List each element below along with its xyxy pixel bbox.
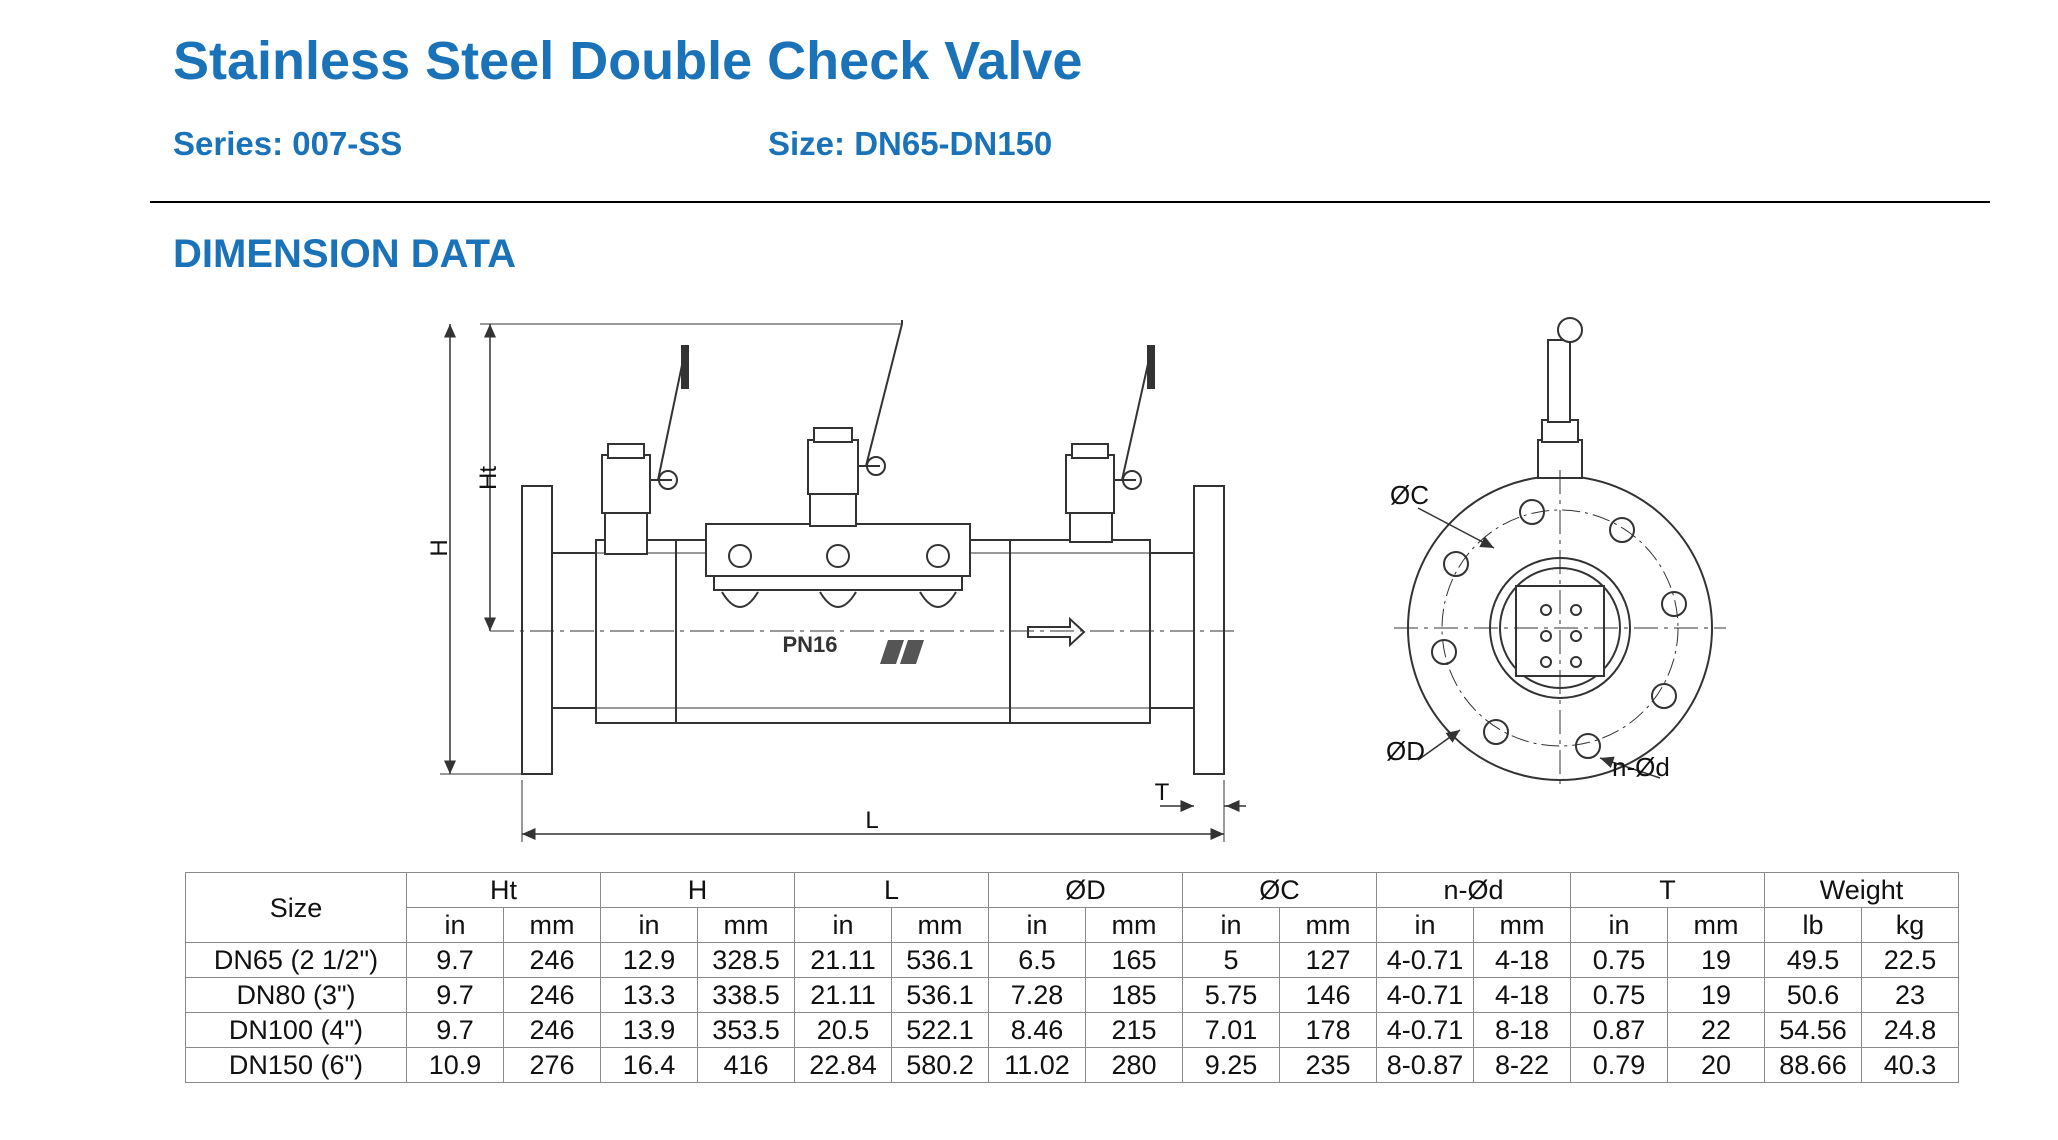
table-cell: 88.66	[1765, 1048, 1862, 1083]
table-cell: 16.4	[601, 1048, 698, 1083]
table-cell: 5	[1183, 943, 1280, 978]
page-title: Stainless Steel Double Check Valve	[173, 31, 1083, 91]
valve-end-view	[1394, 318, 1726, 790]
table-cell: 246	[504, 1013, 601, 1048]
table-cell: 4-0.71	[1377, 978, 1474, 1013]
table-cell: 0.79	[1571, 1048, 1668, 1083]
table-header-unit: mm	[504, 908, 601, 943]
cover-plate	[706, 524, 970, 576]
table-cell: 40.3	[1862, 1048, 1959, 1083]
test-cock-3	[1066, 346, 1154, 542]
table-cell: 185	[1086, 978, 1183, 1013]
series-label: Series: 007-SS	[173, 125, 403, 162]
table-cell: 276	[504, 1048, 601, 1083]
table-cell: 9.25	[1183, 1048, 1280, 1083]
table-cell: 536.1	[892, 943, 989, 978]
table-header-unit: mm	[1474, 908, 1571, 943]
table-cell: 49.5	[1765, 943, 1862, 978]
table-cell: 19	[1668, 943, 1765, 978]
table-row	[186, 978, 1959, 1013]
table-header-group: ØC	[1183, 873, 1377, 908]
dim-ht-label: Ht	[475, 466, 502, 490]
table-cell: 0.75	[1571, 943, 1668, 978]
table-cell: 24.8	[1862, 1013, 1959, 1048]
table-row	[186, 943, 1959, 978]
section-title: DIMENSION DATA	[173, 232, 516, 276]
table-cell: 178	[1280, 1013, 1377, 1048]
table-header-group: H	[601, 873, 795, 908]
table-header-group: ØD	[989, 873, 1183, 908]
dim-od-label: ØD	[1386, 736, 1425, 766]
table-cell: 13.3	[601, 978, 698, 1013]
table-cell: 4-18	[1474, 943, 1571, 978]
table-unit-header-row	[186, 908, 1959, 943]
table-cell: 8.46	[989, 1013, 1086, 1048]
dim-t-label: T	[1154, 779, 1170, 806]
table-cell: 54.56	[1765, 1013, 1862, 1048]
table-cell: 19	[1668, 978, 1765, 1013]
table-cell: 22	[1668, 1013, 1765, 1048]
table-cell-size: DN150 (6")	[186, 1048, 407, 1083]
table-header-unit: in	[1183, 908, 1280, 943]
table-cell: 22.5	[1862, 943, 1959, 978]
table-cell: 580.2	[892, 1048, 989, 1083]
table-cell: 50.6	[1765, 978, 1862, 1013]
table-header-unit: mm	[698, 908, 795, 943]
table-body	[186, 943, 1959, 1083]
table-header-size: Size	[186, 873, 407, 943]
table-cell: 5.75	[1183, 978, 1280, 1013]
size-label: Size: DN65-DN150	[768, 125, 1053, 162]
table-cell: 536.1	[892, 978, 989, 1013]
table-cell: 20.5	[795, 1013, 892, 1048]
table-row	[186, 1013, 1959, 1048]
table-cell: 522.1	[892, 1013, 989, 1048]
table-cell: 215	[1086, 1013, 1183, 1048]
table-cell: 23	[1862, 978, 1959, 1013]
table-cell: 4-0.71	[1377, 1013, 1474, 1048]
table-cell: 12.9	[601, 943, 698, 978]
pn-rating-label: PN16	[782, 632, 838, 657]
table-header-unit: mm	[1280, 908, 1377, 943]
table-header-group: Weight	[1765, 873, 1959, 908]
table-cell: 235	[1280, 1048, 1377, 1083]
table-cell: 7.28	[989, 978, 1086, 1013]
table-cell-size: DN100 (4")	[186, 1013, 407, 1048]
table-cell: 9.7	[407, 943, 504, 978]
table-header-group: L	[795, 873, 989, 908]
valve-side-view	[440, 320, 1246, 842]
table-header-group: T	[1571, 873, 1765, 908]
table-header-unit: in	[795, 908, 892, 943]
table-header-unit: kg	[1862, 908, 1959, 943]
table-cell: 0.87	[1571, 1013, 1668, 1048]
right-flange	[1194, 486, 1224, 774]
table-cell: 13.9	[601, 1013, 698, 1048]
table-cell: 8-22	[1474, 1048, 1571, 1083]
table-header-unit: in	[1377, 908, 1474, 943]
left-flange	[522, 486, 552, 774]
table-cell: 8-0.87	[1377, 1048, 1474, 1083]
table-cell: 328.5	[698, 943, 795, 978]
table-cell: 7.01	[1183, 1013, 1280, 1048]
table-header-unit: in	[407, 908, 504, 943]
table-header-unit: in	[989, 908, 1086, 943]
table-group-header-row	[186, 873, 1959, 908]
table-header-unit: mm	[1668, 908, 1765, 943]
table-cell: 9.7	[407, 1013, 504, 1048]
table-cell: 416	[698, 1048, 795, 1083]
dimension-table	[185, 872, 1959, 1083]
table-cell: 20	[1668, 1048, 1765, 1083]
table-cell: 280	[1086, 1048, 1183, 1083]
table-cell: 4-18	[1474, 978, 1571, 1013]
table-cell: 4-0.71	[1377, 943, 1474, 978]
table-cell: 21.11	[795, 978, 892, 1013]
dim-oc-label: ØC	[1390, 480, 1429, 510]
table-cell: 22.84	[795, 1048, 892, 1083]
table-cell: 6.5	[989, 943, 1086, 978]
table-cell: 246	[504, 978, 601, 1013]
test-cock-1	[602, 346, 688, 554]
table-header-unit: lb	[1765, 908, 1862, 943]
table-cell: 11.02	[989, 1048, 1086, 1083]
test-cock-2	[808, 320, 902, 526]
table-cell-size: DN80 (3")	[186, 978, 407, 1013]
table-cell: 338.5	[698, 978, 795, 1013]
table-cell: 246	[504, 943, 601, 978]
table-cell: 353.5	[698, 1013, 795, 1048]
table-row	[186, 1048, 1959, 1083]
table-header-group: Ht	[407, 873, 601, 908]
table-cell: 8-18	[1474, 1013, 1571, 1048]
table-header-unit: in	[601, 908, 698, 943]
table-header-unit: in	[1571, 908, 1668, 943]
table-header-group: n-Ød	[1377, 873, 1571, 908]
table-cell: 165	[1086, 943, 1183, 978]
table-header-unit: mm	[892, 908, 989, 943]
table-header-unit: mm	[1086, 908, 1183, 943]
dim-nod-label: n-Ød	[1612, 752, 1670, 782]
dim-l-label: L	[865, 807, 879, 834]
table-cell: 9.7	[407, 978, 504, 1013]
table-cell: 0.75	[1571, 978, 1668, 1013]
table-cell: 21.11	[795, 943, 892, 978]
table-cell-size: DN65 (2 1/2")	[186, 943, 407, 978]
table-cell: 10.9	[407, 1048, 504, 1083]
table-cell: 146	[1280, 978, 1377, 1013]
dim-h-label: H	[426, 539, 453, 557]
table-cell: 127	[1280, 943, 1377, 978]
